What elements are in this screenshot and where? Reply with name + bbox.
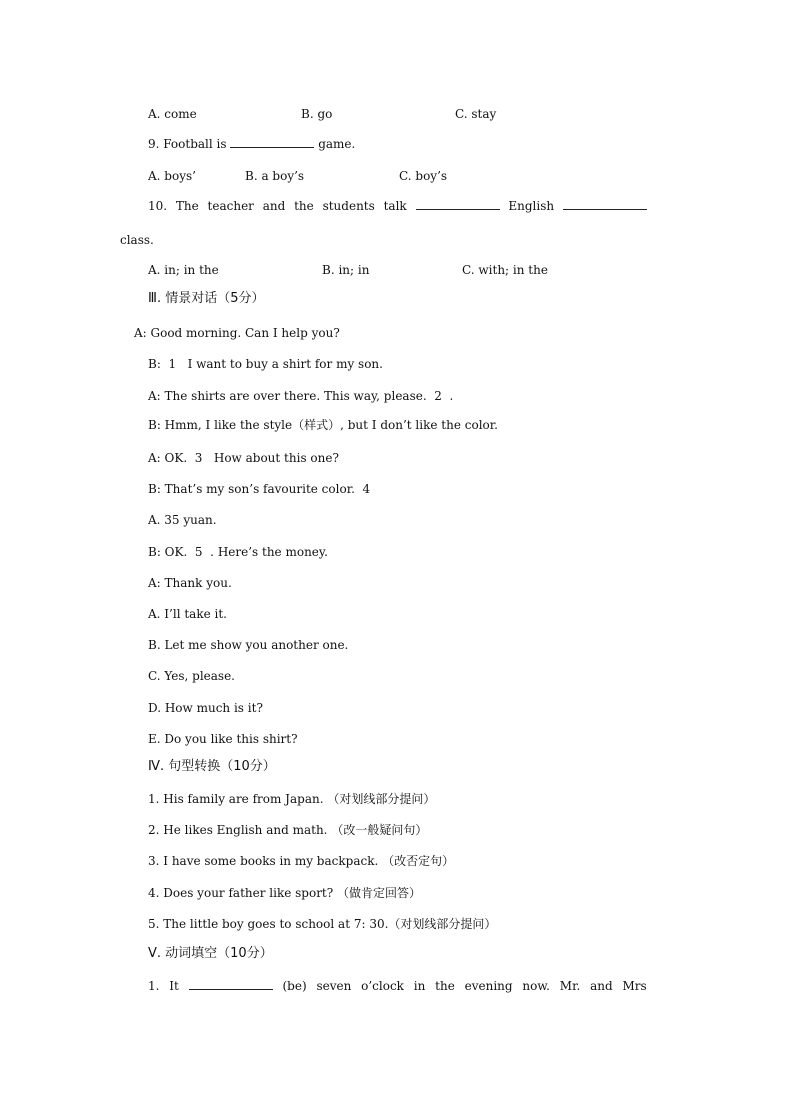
dialogue-line: A: The shirts are over there. This way, please. 2 . xyxy=(148,389,454,403)
choice-line: B. Let me show you another one. xyxy=(148,638,349,652)
option-b: B. go xyxy=(301,107,333,121)
dialogue-line: B: 1 I want to buy a shirt for my son. xyxy=(148,357,383,371)
transform-item xyxy=(148,916,496,932)
item-text: 1. It xyxy=(148,979,179,993)
choice-line: E. Do you like this shirt? xyxy=(148,732,298,746)
question-10 xyxy=(148,198,647,214)
dialogue-line: A: Good morning. Can I help you? xyxy=(134,326,340,340)
option-a: A. in; in the xyxy=(148,263,219,277)
question-9 xyxy=(148,136,355,152)
item-instruction: （对划线部分提问） xyxy=(388,917,497,931)
item-text: 2. He likes English and math. xyxy=(148,823,328,837)
dialogue-line: B: OK. 5 . Here’s the money. xyxy=(148,545,328,559)
section-4-title: Ⅳ. 句型转换（10分） xyxy=(148,759,276,774)
choice-line: C. Yes, please. xyxy=(148,669,235,683)
option-a: A. come xyxy=(148,107,197,121)
transform-item xyxy=(148,853,454,869)
question-10-text: 10. The teacher and the students talk xyxy=(148,199,407,213)
dialogue-line: B: Hmm, I like the style（样式）, but I don’t like the color. xyxy=(148,418,498,432)
choice-line: D. How much is it? xyxy=(148,701,263,715)
verb-fill-item xyxy=(148,978,647,994)
item-text: 4. Does your father like sport? xyxy=(148,886,334,900)
item-instruction: （改一般疑问句） xyxy=(331,823,428,837)
item-text: 3. I have some books in my backpack. xyxy=(148,854,379,868)
question-9-text: 9. Football is xyxy=(148,137,227,151)
item-instruction: （改否定句） xyxy=(382,854,455,868)
answer-blank xyxy=(563,199,647,210)
option-c: C. stay xyxy=(455,107,497,121)
question-9-tail: game. xyxy=(318,137,356,151)
question-10-wrap: class. xyxy=(120,233,154,247)
item-instruction: （做肯定回答） xyxy=(337,886,422,900)
transform-item xyxy=(148,822,427,838)
dialogue-line: A. 35 yuan. xyxy=(148,513,217,527)
answer-blank xyxy=(230,137,314,148)
option-a: A. boys’ xyxy=(148,169,196,183)
item-text: 1. His family are from Japan. xyxy=(148,792,324,806)
item-instruction: （对划线部分提问） xyxy=(327,792,436,806)
section-3-title: Ⅲ. 情景对话（5分） xyxy=(148,291,265,306)
section-5-title: Ⅴ. 动词填空（10分） xyxy=(148,946,273,961)
item-tail: (be) seven o’clock in the evening now. Mr. and Mrs xyxy=(282,979,647,993)
dialogue-line: A: Thank you. xyxy=(148,576,232,590)
answer-blank xyxy=(416,199,500,210)
transform-item xyxy=(148,885,421,901)
dialogue-line: A: OK. 3 How about this one? xyxy=(148,451,339,465)
option-c: C. with; in the xyxy=(462,263,548,277)
option-b: B. in; in xyxy=(322,263,370,277)
option-c: C. boy’s xyxy=(399,169,448,183)
answer-blank xyxy=(189,979,273,990)
option-b: B. a boy’s xyxy=(245,169,305,183)
transform-item xyxy=(148,791,435,807)
choice-line: A. I’ll take it. xyxy=(148,607,227,621)
item-text: 5. The little boy goes to school at 7: 30. xyxy=(148,917,389,931)
dialogue-line: B: That’s my son’s favourite color. 4 xyxy=(148,482,371,496)
question-10-mid: English xyxy=(508,199,555,213)
